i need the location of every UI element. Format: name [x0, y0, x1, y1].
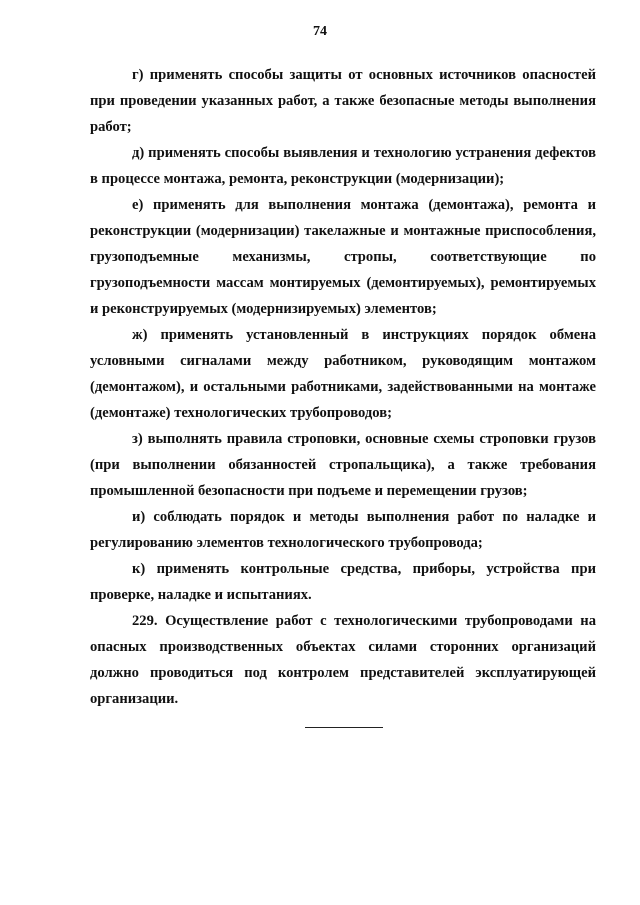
- paragraph-d: д) применять способы выявления и технологию устранения дефектов в процессе монтажа, ремонта, реконструкции (модернизации);: [90, 145, 596, 187]
- paragraph-g: г) применять способы защиты от основных источников опасностей при проведении указанных работ, а также безопасные методы выполнения работ;: [90, 67, 596, 135]
- end-divider: [305, 727, 383, 728]
- paragraph-k: к) применять контрольные средства, приборы, устройства при проверке, наладке и испытаниях.: [90, 561, 596, 603]
- paragraph-e: е) применять для выполнения монтажа (демонтажа), ремонта и реконструкции (модернизации) такелажные и монтажные приспособления, грузоподъемные механизмы, стропы, соответствующие по грузоподъемности массам монтируемых (демонтируемых), ремонтируемых и реконструируемых (модернизируемых) элементов;: [90, 197, 596, 317]
- paragraph-z: з) выполнять правила строповки, основные схемы строповки грузов (при выполнении обязанностей стропальщика), а также требования промышленной безопасности при подъеме и перемещении грузов;: [90, 431, 596, 499]
- paragraph-zh: ж) применять установленный в инструкциях порядок обмена условными сигналами между работником, руководящим монтажом (демонтажом), и остальными работниками, задействованными на монтаже (демонтаже) технологических трубопроводов;: [90, 327, 596, 421]
- paragraph-229: 229. Осуществление работ с технологическими трубопроводами на опасных производственных объектах силами сторонних организаций должно проводиться под контролем представителей эксплуатирующей организации.: [90, 613, 596, 707]
- page-number: 74: [313, 24, 327, 39]
- document-body: [90, 62, 596, 712]
- paragraph-i: и) соблюдать порядок и методы выполнения работ по наладке и регулированию элементов технологического трубопровода;: [90, 509, 596, 551]
